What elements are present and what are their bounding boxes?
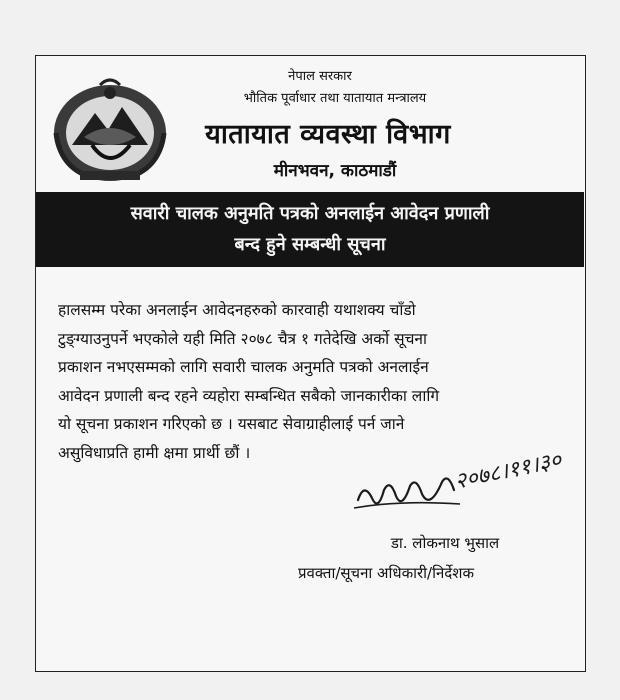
banner-line-2: बन्द हुने सम्बन्धी सूचना: [234, 234, 386, 255]
body-line: प्रकाशन नभएसम्मको लागि सवारी चालक अनुमति पत्रको अनलाईन: [58, 358, 429, 376]
government-name: नेपाल सरकार: [288, 69, 352, 84]
signer-title: प्रवक्ता/सूचना अधिकारी/निर्देशक: [298, 564, 474, 582]
nepal-emblem-icon: [50, 75, 170, 185]
banner-line-1: सवारी चालक अनुमति पत्रको अनलाईन आवेदन प्रणाली: [130, 203, 490, 224]
office-address: मीनभवन, काठमाडौं: [273, 161, 397, 181]
signer-name: डा. लोकनाथ भुसाल: [390, 534, 500, 552]
signature-date: २०७८।११।३०: [452, 447, 564, 495]
body-line: यो सूचना प्रकाशन गरिएको छ । यसबाट सेवाग्राहीलाई पर्न जाने: [58, 415, 405, 433]
body-line: टुङ्ग्याउनुपर्ने भएकोले यही मिति २०७८ चैत्र १ गतेदेखि अर्को सूचना: [58, 329, 428, 348]
ministry-name: भौतिक पूर्वाधार तथा यातायात मन्त्रालय: [243, 91, 427, 106]
body-line: असुविधाप्रति हामी क्षमा प्रार्थी छौं ।: [58, 443, 251, 462]
body-line: आवेदन प्रणाली बन्द रहने व्यहोरा सम्बन्धित सबैको जानकारीका लागि: [58, 386, 440, 405]
notice-banner: [36, 192, 584, 267]
department-title: यातायात व्यवस्था विभाग: [205, 119, 451, 150]
body-line: हालसम्म परेका अनलाईन आवेदनहरुको कारवाही यथाशक्य चाँडो: [58, 301, 416, 319]
notice-body: [58, 296, 563, 467]
